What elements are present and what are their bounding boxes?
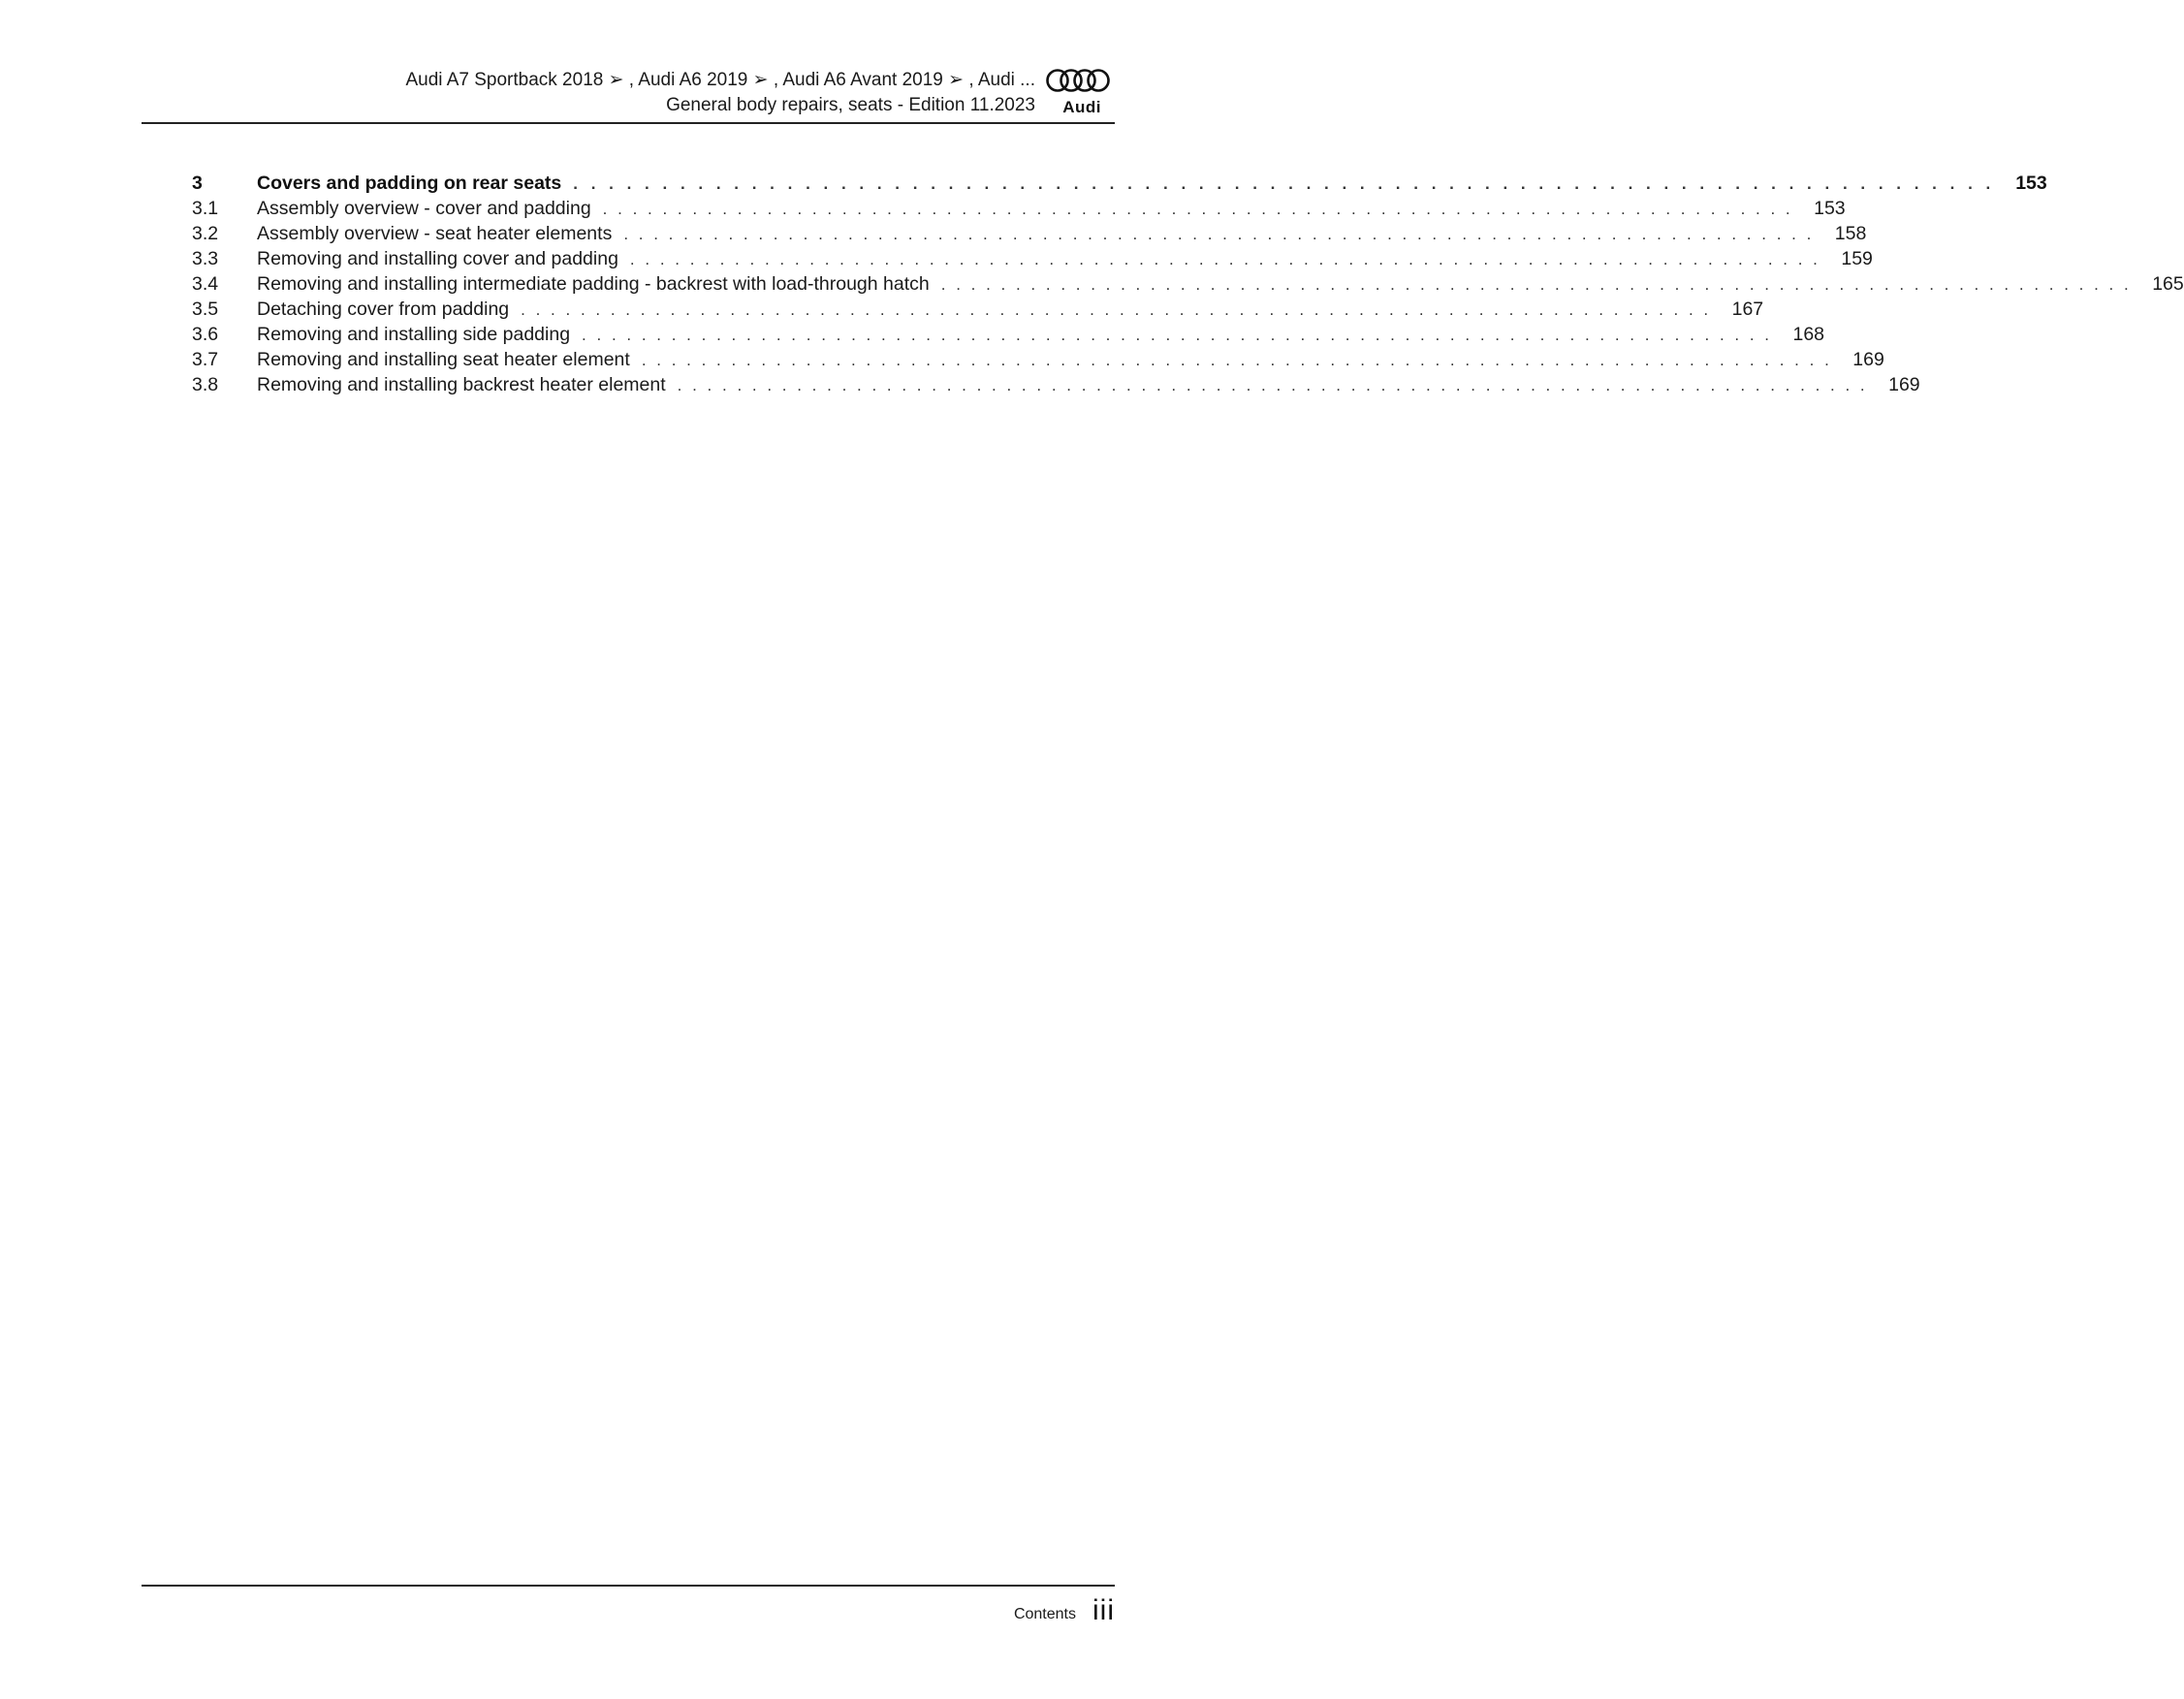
toc-entry-page: 168 [1792,324,1825,345]
toc-dot-leader: . . . . . . . . . . . . . . . . . . . . . . . . . . . . . . . . . . . . . . . . . . . . . . . . . . . . . . . . . . . . . . . . . . . . . . . . . . . . . . . . [582,326,1773,344]
toc-entry-title: Assembly overview - cover and padding [257,198,591,219]
toc-entry-page: 169 [1852,349,1884,370]
toc-entry[interactable] [192,171,2047,196]
footer-page-number: iii [1092,1594,1115,1626]
toc-entry-title: Detaching cover from padding [257,299,510,320]
toc-dot-leader: . . . . . . . . . . . . . . . . . . . . . . . . . . . . . . . . . . . . . . . . . . . . . . . . . . . . . . . . . . . . . . . . . . . . . . . . . . . . . . . . [940,275,2132,294]
toc-entry-page: 159 [1841,248,1873,269]
footer-section-label: Contents [1013,1606,1076,1622]
toc-entry[interactable] [192,297,1764,322]
toc-entry-page: 167 [1731,299,1764,320]
page-footer [142,1585,1115,1645]
header-vehicle-line: Audi A7 Sportback 2018 ➢ , Audi A6 2019 ➢ , Audi A6 Avant 2019 ➢ , Audi ... [405,70,1035,90]
toc-entry-number: 3.7 [192,349,219,370]
toc-dot-leader: . . . . . . . . . . . . . . . . . . . . . . . . . . . . . . . . . . . . . . . . . . . . . . . . . . . . . . . . . . . . . . . . . . . . . . . . . . . . . . . . [623,225,1815,243]
toc-entry[interactable] [192,221,1867,246]
toc-entry-number: 3.1 [192,198,219,219]
toc-entry[interactable] [192,271,2184,297]
header-manual-title: General body repairs, seats - Edition 11.2023 [666,95,1035,115]
toc-entry[interactable] [192,196,1846,221]
toc-entry-title: Removing and installing side padding [257,324,571,345]
toc-entry-page: 165 [2152,273,2184,295]
toc-entry-number: 3 [192,173,203,194]
header-text [405,68,1035,118]
toc-dot-leader: . . . . . . . . . . . . . . . . . . . . . . . . . . . . . . . . . . . . . . . . . . . . . . . . . . . . . . . . . . . . . . . . . . . . . . . . . . . . . . . . [641,351,1832,369]
toc-entry-page: 158 [1834,223,1867,244]
audi-logo [1045,68,1113,116]
toc-dot-leader: . . . . . . . . . . . . . . . . . . . . . . . . . . . . . . . . . . . . . . . . . . . . . . . . . . . . . . . . . . . . . . . . . . . . . . . . . . . . . . . . [677,376,1868,394]
toc-entry-page: 153 [2015,173,2047,194]
toc-entry-number: 3.2 [192,223,219,244]
toc-entry[interactable] [192,322,1825,347]
toc-entry-number: 3.5 [192,299,219,320]
toc-entry[interactable] [192,372,1920,397]
toc-entry-number: 3.6 [192,324,219,345]
toc-entry-page: 153 [1814,198,1846,219]
toc-entry-title: Removing and installing backrest heater element [257,374,666,395]
toc-entry-page: 169 [1888,374,1920,395]
toc-entry-title: Removing and installing cover and padding [257,248,618,269]
table-of-contents [192,171,2184,397]
toc-entry-number: 3.3 [192,248,219,269]
toc-dot-leader: . . . . . . . . . . . . . . . . . . . . . . . . . . . . . . . . . . . . . . . . . . . . . . . . . . . . . . . . . . . . . . . . . . . . . . . . . . . . . . . . [602,200,1793,218]
toc-entry-number: 3.8 [192,374,219,395]
toc-entry-title: Removing and installing seat heater element [257,349,630,370]
toc-entry-title: Removing and installing intermediate padding - backrest with load-through hatch [257,273,930,295]
toc-entry-title: Assembly overview - seat heater elements [257,223,613,244]
page-header [142,64,1115,124]
toc-entry-title: Covers and padding on rear seats [257,173,562,194]
toc-entry-number: 3.4 [192,273,219,295]
toc-dot-leader: . . . . . . . . . . . . . . . . . . . . . . . . . . . . . . . . . . . . . . . . . . . . . . . . . . . . . . . . . . . . . . . . . . . . . . . . . . . . . . . . [573,174,1995,193]
audi-logo-text: Audi [1062,98,1101,116]
toc-dot-leader: . . . . . . . . . . . . . . . . . . . . . . . . . . . . . . . . . . . . . . . . . . . . . . . . . . . . . . . . . . . . . . . . . . . . . . . . . . . . . . . . [629,250,1820,268]
audi-rings-icon [1045,68,1113,95]
toc-dot-leader: . . . . . . . . . . . . . . . . . . . . . . . . . . . . . . . . . . . . . . . . . . . . . . . . . . . . . . . . . . . . . . . . . . . . . . . . . . . . . . . . [521,300,1712,319]
toc-entry[interactable] [192,347,1884,372]
toc-entry[interactable] [192,246,1873,271]
